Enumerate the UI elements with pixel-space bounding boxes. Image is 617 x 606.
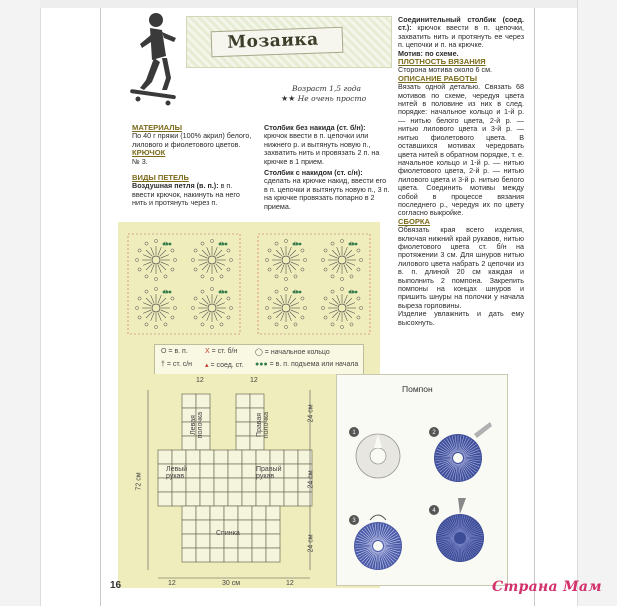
instructions-block <box>398 16 524 327</box>
hook-value: № 3. <box>132 156 148 166</box>
motif-label: Мотив: по схеме. <box>398 48 459 58</box>
label-left-front: Левая полочка <box>190 411 204 439</box>
hook-heading: КРЮЧОК <box>132 148 166 158</box>
watermark: Страна Мам <box>492 579 602 595</box>
loops-heading: ВИДЫ ПЕТЕЛЬ <box>132 173 189 183</box>
dim-bottom-mid: 30 см <box>222 580 241 587</box>
slst-title: Соединительный столбик (соед. ст.): <box>398 15 524 33</box>
difficulty-label: Не очень просто <box>297 94 367 103</box>
viewer-right-margin <box>577 0 617 606</box>
dim-bottom-left: 12 <box>168 580 176 587</box>
symbol-legend: О = в. п. Х = ст. б/н ◯ = начальное кольцо † = ст. с/н ▴ = соед. ст. ●●● = в. п. подъема или начала <box>154 344 364 376</box>
legend-ring: = начальное кольцо <box>264 349 330 356</box>
motif-diagram <box>124 230 374 340</box>
legend-sc: = ст. б/н <box>211 348 238 355</box>
sc-title: Столбик без накида (ст. б/н): <box>264 123 366 132</box>
stitches-block <box>264 124 390 211</box>
page-number: 16 <box>110 580 122 591</box>
materials-block <box>132 124 256 208</box>
legend-air: = в. п. <box>168 348 188 355</box>
materials-heading: МАТЕРИАЛЫ <box>132 123 182 132</box>
dc-title: Столбик с накидом (ст. с/н): <box>264 168 363 178</box>
pompon-step-3: 3 <box>352 518 356 524</box>
work-heading: ОПИСАНИЕ РАБОТЫ <box>398 73 478 83</box>
page-title: Мозаика <box>226 29 319 53</box>
finish-text: Изделие увлажнить и дать ему высохнуть. <box>398 309 524 327</box>
pompon-steps <box>340 398 504 582</box>
dim-height-3: 24 см <box>307 534 315 553</box>
air-loop-title: Воздушная петля (в. п.): <box>132 181 219 191</box>
crochet-motif <box>258 234 370 334</box>
density-text: Сторона мотива около 6 см. <box>398 65 493 75</box>
pompon-step-1: 1 <box>352 430 356 436</box>
viewer-top-bar <box>40 0 577 8</box>
crochet-motif <box>128 234 240 334</box>
label-back: Спинка <box>216 530 240 537</box>
pompon-step-4: 4 <box>432 508 436 514</box>
label-right-front: Правая полочка <box>256 411 270 439</box>
difficulty-row <box>281 94 366 103</box>
label-left-sleeve: Левый рукав <box>166 466 188 480</box>
work-text: Вязать одной деталью. Связать 68 мотивов по схеме, чередуя цвета нитей в половине из них в след. порядке: начальное кольцо и 1-й р. — нитью белого цвета, 2-й р. — нитью лилового цвета и 3-й р. — нитью фиолетового цвета. В оставшихся мотивах чередовать цвета нитей в обратном порядке, т. е. начальное кольцо и 1-й р. — нитью фиолетового цвета, 2-й р. — нитью лилового цвета и 3-й р. нитью белого цвета. Соединить мотивы между собой в процессе вязания последнего р., чередуя их по цвету согласно выкройке. <box>398 82 524 218</box>
dim-height-2: 24 см <box>307 470 315 489</box>
viewer-left-margin <box>0 0 41 606</box>
air-loop-text: в п. ввести крючок, накинуть на него нить и протянуть через п. <box>132 181 240 208</box>
materials-text: По 40 г пряжи (100% акрил) белого, лилового и фиолетового цветов. <box>132 131 252 149</box>
legend-slst: = соед. ст. <box>210 362 244 369</box>
dim-height-total: 72 см <box>135 472 143 491</box>
sc-text: крючок ввести в п. цепочки или нижнего р. и вытянуть новую п., захватить нить и провязать 2 п. на крючке в 1 прием. <box>264 131 380 166</box>
dc-text: сделать на крючке накид, ввести его в п. цепочки и вытянуть новую п., 3 п. на крючке провязать попарно в 2 приема. <box>264 176 390 211</box>
title-box <box>186 16 392 68</box>
age-label: Возраст 1,5 года <box>292 84 361 93</box>
legend-dc: = ст. с/н <box>166 361 193 368</box>
dim-height-1: 24 см <box>307 404 315 423</box>
legend-lift: = в. п. подъема или начала <box>269 361 359 368</box>
title-banner <box>211 27 344 58</box>
label-right-sleeve: Правый рукав <box>256 466 282 480</box>
assembly-heading: СБОРКА <box>398 216 431 226</box>
slst-text: крючок ввести в п. цепочки, захватить нить и протянуть ее через п. цепочки и п. на крючке. <box>398 23 525 50</box>
difficulty-stars: ★★ <box>281 94 296 103</box>
dim-bottom-right: 12 <box>286 580 294 587</box>
assembly-text: Обвязать края всего изделия, включая нижний край рукавов, нитью фиолетового цвета ст. б/н на протяжении 3 см. Для шнуров нитью лилового цвета набрать 2 цепочки из в. п. длиной 20 см каждая и выполнить 2 помпона. Закрепить помпоны на концах шнуров и пришить шнуры на полочки у начала выреза горловины. <box>398 225 524 310</box>
skater-illustration <box>122 8 182 108</box>
garment-pattern <box>140 380 330 580</box>
dim-top-left: 12 <box>196 377 204 384</box>
density-heading: ПЛОТНОСТЬ ВЯЗАНИЯ <box>398 57 486 67</box>
dim-top-right: 12 <box>250 377 258 384</box>
pompon-title: Помпон <box>402 384 433 394</box>
pompon-step-2: 2 <box>432 430 436 436</box>
